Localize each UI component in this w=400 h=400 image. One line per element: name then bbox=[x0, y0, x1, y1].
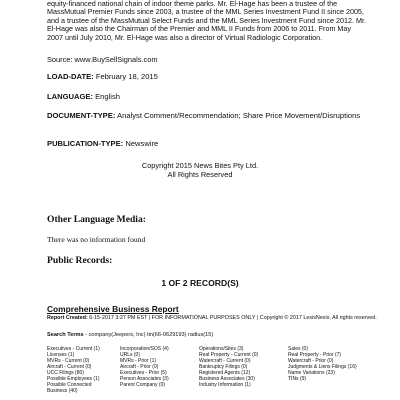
language-value: English bbox=[95, 92, 121, 101]
document-type-label: DOCUMENT-TYPE: bbox=[47, 111, 116, 120]
category-item[interactable]: Watercraft - Current (0) bbox=[199, 358, 251, 364]
other-language-body: There was no information found bbox=[47, 235, 146, 244]
source-line: Source: www.BuySellSignals.com bbox=[47, 55, 158, 64]
category-item[interactable]: Watercraft - Prior (0) bbox=[288, 358, 334, 364]
other-language-heading: Other Language Media: bbox=[47, 214, 146, 225]
language-label: LANGUAGE: bbox=[47, 92, 93, 101]
search-terms-label: Search Terms bbox=[47, 332, 84, 338]
category-item[interactable]: Licenses (1) bbox=[47, 352, 75, 358]
record-count: 1 OF 2 RECORD(S) bbox=[161, 278, 239, 288]
report-created-label: Report Created: bbox=[47, 315, 88, 321]
category-column-1 bbox=[47, 346, 100, 394]
category-item[interactable]: Parent Company (0) bbox=[120, 382, 166, 388]
report-created bbox=[47, 315, 377, 322]
category-item[interactable]: Sales (0) bbox=[288, 346, 309, 352]
category-item[interactable]: Registered Agents (12) bbox=[199, 370, 251, 376]
copyright-line-2: All Rights Reserved bbox=[167, 170, 233, 179]
category-column-3 bbox=[199, 346, 258, 388]
copyright-block bbox=[0, 161, 400, 179]
category-item[interactable]: Judgments & Liens Filings (16) bbox=[288, 364, 357, 370]
category-item[interactable]: MVRs - Current (0) bbox=[47, 358, 90, 364]
category-column-4 bbox=[288, 346, 357, 382]
category-column-2 bbox=[120, 346, 169, 388]
load-date-label: LOAD-DATE: bbox=[47, 72, 94, 81]
category-item[interactable]: Aircraft - Prior (0) bbox=[120, 364, 159, 370]
intro-paragraph: equity-financed national chain of indoor theme parks. Mr. El-Hage has been a trustee of the MassMutual Premier Funds since 2003, a trustee of the MML Series Investment Fund II since 2005, and a trustee of the MassMutual Select Funds and the MML Series Investment Fund since 2012. Mr. El-Hage was also the Chairman of the Premier and MML II Funds from 2006 to 2011. From May 2007 until July 2010, Mr. El-Hage was also a director of Virtual Radiologic Corporation. bbox=[47, 0, 366, 42]
category-item[interactable]: Possible Connected bbox=[47, 382, 92, 388]
copyright-line-1: Copyright 2015 News Bites Pty Ltd. bbox=[141, 161, 259, 170]
load-date-value: February 18, 2015 bbox=[95, 72, 158, 81]
category-item[interactable]: Real Property - Prior (7) bbox=[288, 352, 342, 358]
category-item[interactable]: Executives - Prior (5) bbox=[120, 370, 167, 376]
category-item[interactable]: Executives - Current (1) bbox=[47, 346, 100, 352]
load-date-row bbox=[47, 72, 367, 81]
public-records-heading: Public Records: bbox=[47, 255, 113, 266]
category-item[interactable]: Industry Information (1) bbox=[199, 382, 251, 388]
category-item[interactable]: UCC Filings (80) bbox=[47, 370, 84, 376]
category-item[interactable]: Aircraft - Current (0) bbox=[47, 364, 92, 370]
category-item[interactable]: Possible Employees (1) bbox=[47, 376, 100, 382]
search-terms bbox=[47, 332, 377, 338]
category-item[interactable]: URLs (0) bbox=[120, 352, 141, 358]
category-item[interactable]: Real Property - Current (0) bbox=[199, 352, 259, 358]
search-terms-value: - company(Jeepers, Inc) tin(66-0629193) radius(15) bbox=[83, 332, 214, 338]
language-row bbox=[47, 92, 367, 101]
category-item[interactable]: Business Associates (30) bbox=[199, 376, 255, 382]
document-type-row bbox=[47, 111, 367, 120]
publication-type-label: PUBLICATION-TYPE: bbox=[47, 139, 124, 148]
category-item[interactable]: Person Associates (3) bbox=[120, 376, 169, 382]
category-item[interactable]: Name Variations (23) bbox=[288, 370, 335, 376]
report-created-value: 6-15-2017 3:27 PM EST | FOR INFORMATIONAL PURPOSES ONLY | Copyright © 2017 LexisNexis, All rights reserved. bbox=[89, 315, 377, 321]
report-title: Comprehensive Business Report bbox=[47, 304, 179, 314]
category-item[interactable]: MVRs - Prior (1) bbox=[120, 358, 157, 364]
category-item[interactable]: Business (40) bbox=[47, 388, 78, 394]
category-item[interactable]: Bankruptcy Filings (0) bbox=[199, 364, 248, 370]
category-item[interactable]: Operations/Sites (3) bbox=[199, 346, 244, 352]
category-item[interactable]: TINs (9) bbox=[288, 376, 307, 382]
document-type-value: Analyst Comment/Recommendation; Share Price Movement/Disruptions bbox=[117, 111, 361, 120]
publication-type-value: Newswire bbox=[125, 139, 159, 148]
publication-type-row bbox=[47, 139, 367, 148]
category-item[interactable]: Incorporation/SOS (4) bbox=[120, 346, 169, 352]
